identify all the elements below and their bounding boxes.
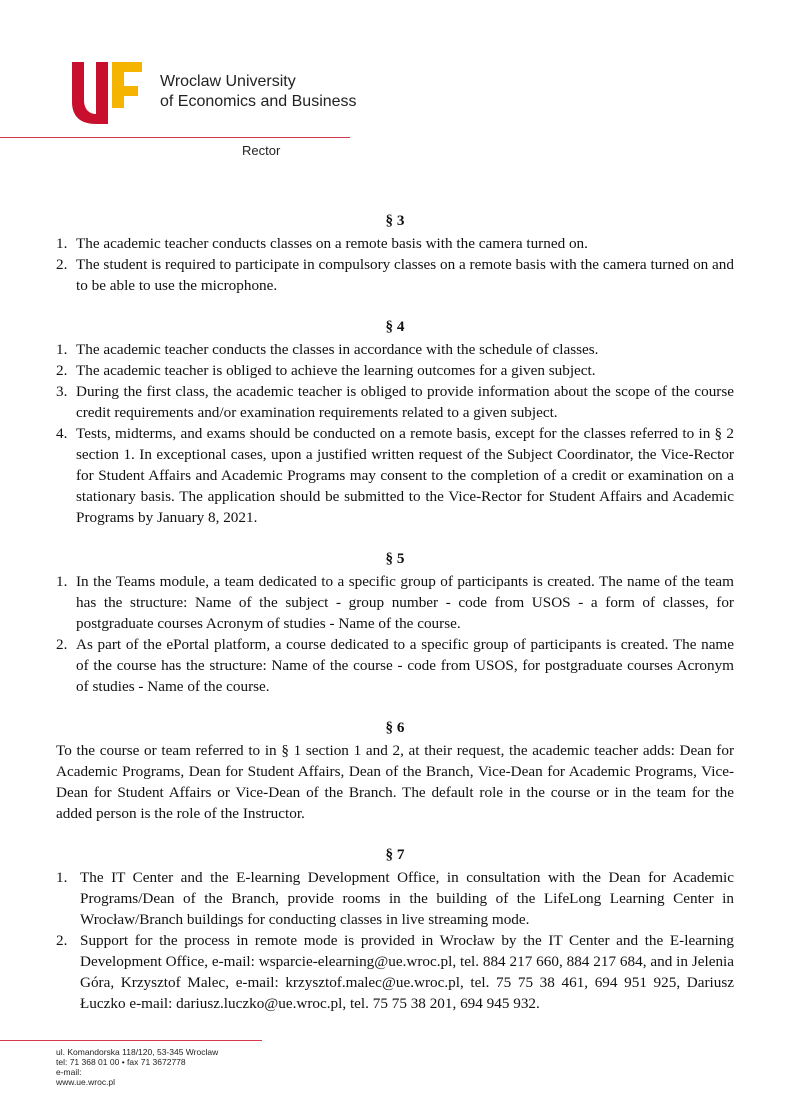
list-item: 1. In the Teams module, a team dedicated to a specific group of participants is created. The name of the team has the structure: Name of the subject - group number - code from USOS - a form of classes, for postgraduate courses Acronym of studies - Name of the course. bbox=[56, 573, 734, 632]
ue-logo bbox=[66, 58, 146, 128]
page-footer bbox=[56, 1047, 218, 1087]
section-paragraph: To the course or team referred to in § 1 section 1 and 2, at their request, the academic teacher adds: Dean for Academic Programs, Dean for Student Affairs, Dean of the Branch, Vice-Dean for Academic Programs, Vice-Dean for Student Affairs or Vice-Dean of the Branch. The default role in the course or in the team for the added person is the role of the Instructor. bbox=[56, 742, 734, 822]
header-divider bbox=[0, 137, 350, 138]
footer-phone: tel: 71 368 01 00 • fax 71 3672778 bbox=[56, 1057, 186, 1067]
list-item: 2. The academic teacher is obliged to achieve the learning outcomes for a given subject. bbox=[56, 362, 596, 379]
university-name-line2: of Economics and Business bbox=[160, 93, 357, 110]
section-list bbox=[56, 233, 734, 296]
list-item: 4. Tests, midterms, and exams should be conducted on a remote basis, except for the classes referred to in § 2 section 1. In exceptional cases, upon a justified written request of the Subject Coordinator, the Vice-Rector for Student Affairs and Academic Programs may consent to the completion of a credit or examination on a stationary basis. The application should be submitted to the Vice-Rector for Student Affairs and Academic Programs by January 8, 2021. bbox=[56, 425, 734, 526]
footer-website: www.ue.wroc.pl bbox=[56, 1077, 116, 1087]
footer-divider bbox=[0, 1040, 262, 1041]
section-heading: § 7 bbox=[385, 846, 405, 863]
list-item: 1. The academic teacher conducts classes on a remote basis with the camera turned on. bbox=[56, 235, 588, 252]
section-7 bbox=[56, 844, 734, 1014]
section-heading: § 4 bbox=[385, 318, 405, 335]
office-label: Rector bbox=[242, 143, 281, 158]
section-4 bbox=[56, 316, 734, 528]
list-item: 2. As part of the ePortal platform, a course dedicated to a specific group of participants is created. The name of the course has the structure: Name of the course - code from USOS, for postgraduate courses Acronym of studies - Name of the course. bbox=[56, 636, 734, 695]
section-heading: § 3 bbox=[385, 212, 405, 229]
section-list bbox=[56, 867, 734, 1014]
section-6 bbox=[56, 717, 734, 824]
section-heading: § 6 bbox=[385, 719, 405, 736]
section-5 bbox=[56, 548, 734, 697]
list-item: 2. Support for the process in remote mode is provided in Wrocław by the IT Center and the E-learning Development Office, e-mail: wsparcie-elearning@ue.wroc.pl, tel. 884 217 660, 884 217 684, and in Jelenia Góra, Krzysztof Malec, e-mail: krzysztof.malec@ue.wroc.pl, tel. 75 75 38 461, 694 951 925, Dariusz Łuczko e-mail: dariusz.luczko@ue.wroc.pl, tel. 75 75 38 201, 694 945 932. bbox=[56, 932, 734, 1012]
section-heading: § 5 bbox=[385, 550, 405, 567]
list-item: 1. The IT Center and the E-learning Development Office, in consultation with the Dean for Academic Programs/Dean of the Branch, provide rooms in the building of the LifeLong Learning Center in Wrocław/Branch buildings for conducting classes in live streaming mode. bbox=[56, 869, 734, 928]
list-item: 2. The student is required to participate in compulsory classes on a remote basis with the camera turned on and to be able to use the microphone. bbox=[56, 256, 734, 294]
list-item: 1. The academic teacher conducts the classes in accordance with the schedule of classes. bbox=[56, 341, 599, 358]
university-name-line1: Wroclaw University bbox=[160, 73, 296, 90]
section-3 bbox=[56, 210, 734, 296]
section-list bbox=[56, 339, 734, 528]
footer-address: ul. Komandorska 118/120, 53-345 Wroclaw bbox=[56, 1047, 219, 1057]
university-name bbox=[160, 72, 357, 112]
footer-email: e-mail: bbox=[56, 1067, 82, 1077]
page-header bbox=[0, 0, 790, 170]
section-list bbox=[56, 571, 734, 697]
document-body bbox=[56, 210, 734, 1034]
list-item: 3. During the first class, the academic teacher is obliged to provide information about the scope of the course credit requirements and/or examination requirements related to a given subject. bbox=[56, 383, 734, 421]
